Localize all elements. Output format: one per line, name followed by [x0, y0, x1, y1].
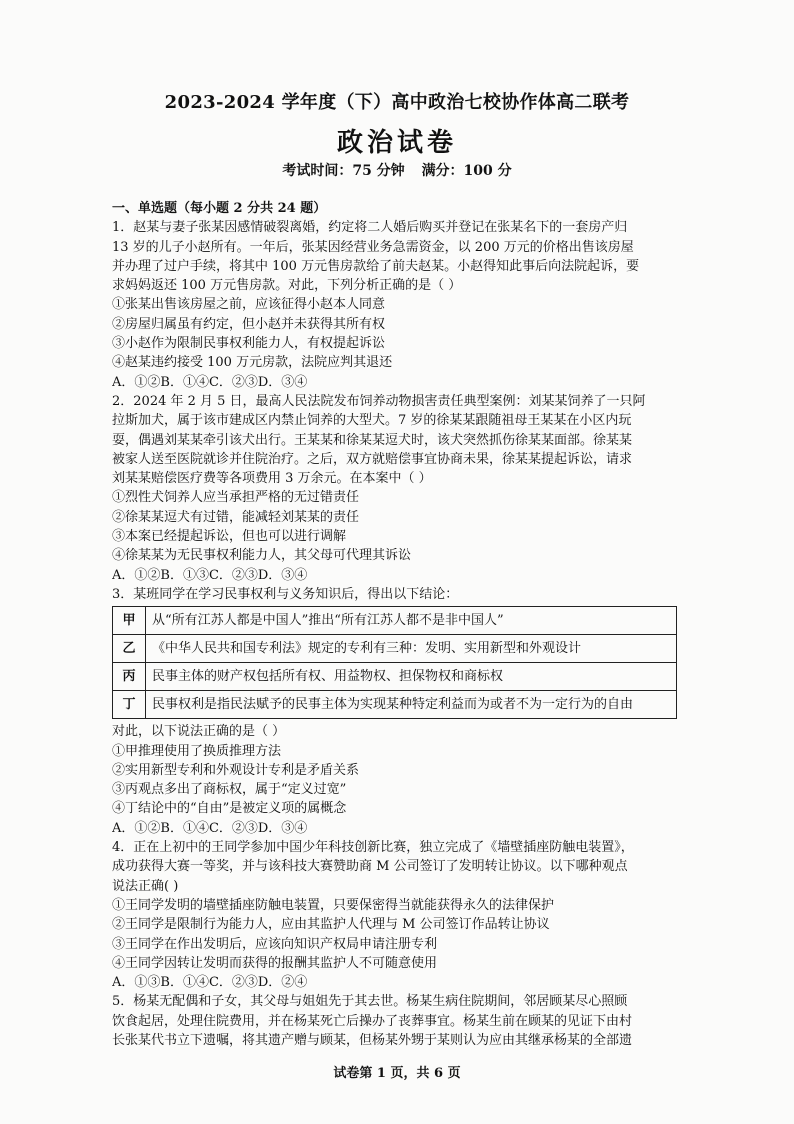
exam-time: 考试时间：75 分钟 — [282, 163, 405, 179]
option-statement: ③小赵作为限制民事权利能力人，有权提起诉讼 — [112, 336, 386, 352]
row-text: 民事权利是指民法赋予的民事主体为实现某种特定利益而为或者不为一定行为的自由 — [146, 691, 677, 719]
option-statement: ③丙观点多出了商标权，属于“定义过宽” — [112, 782, 347, 798]
question-stem-line: 饮食起居，处理住院费用，并在杨某死亡后操办了丧葬事宜。杨某生前在顾某的见证下由村 — [112, 1013, 633, 1029]
table-row — [113, 691, 677, 719]
answer-choices: A．①②B．①④C．②③D．③④ — [112, 374, 308, 390]
row-text: 《中华人民共和国专利法》规定的专利有三种：发明、实用新型和外观设计 — [146, 635, 677, 663]
option-statement: ①烈性犬饲养人应当承担严格的无过错责任 — [112, 490, 360, 506]
question-stem-line: 耍，偶遇刘某某牵引该犬出行。王某某和徐某某逗犬时，该犬突然抓伤徐某某面部。徐某某 — [112, 432, 633, 448]
page-footer: 试卷第 1 页，共 6 页 — [333, 1066, 461, 1081]
option-statement: ④王同学因转让发明而获得的报酬其监护人不可随意使用 — [112, 955, 438, 971]
question-stem-line: 2．2024 年 2 月 5 日，最高人民法院发布饲养动物损害责任典型案例：刘某某饲养了一只阿 — [112, 393, 646, 409]
option-statement: ①王同学发明的墙壁插座防触电装置，只要保密得当就能获得永久的法律保护 — [112, 897, 555, 913]
option-statement: ①张某出售该房屋之前，应该征得小赵本人同意 — [112, 297, 386, 313]
row-text: 从“所有江苏人都是中国人”推出“所有江苏人都不是非中国人” — [146, 607, 677, 635]
option-statement: ②实用新型专利和外观设计专利是矛盾关系 — [112, 762, 360, 778]
option-statement: ②房屋归属虽有约定，但小赵并未获得其所有权 — [112, 316, 386, 332]
option-statement: ④丁结论中的“自由”是被定义项的属概念 — [112, 801, 347, 817]
exam-meta — [0, 160, 794, 180]
option-statement: ②徐某某逗犬有过错，能减轻刘某某的责任 — [112, 509, 360, 525]
question-2 — [112, 392, 677, 585]
question-3 — [112, 585, 677, 838]
table-row — [113, 663, 677, 691]
exam-content — [112, 199, 677, 1050]
row-key: 丙 — [113, 663, 146, 691]
section-title: 一、单选题（每小题 2 分共 24 题） — [112, 201, 327, 216]
question-stem-line: 13 岁的儿子小赵所有。一年后，张某因经营业务急需资金，以 200 万元的价格出售该房屋 — [112, 239, 634, 255]
question-stem-line: 求妈妈返还 100 万元售房款。对此，下列分析正确的是（ ） — [112, 278, 462, 294]
answer-choices: A．①②B．①③C．②③D．③④ — [112, 567, 308, 583]
question-stem-line: 刘某某赔偿医疗费等各项费用 3 万余元。在本案中（ ） — [112, 471, 432, 487]
conclusions-table — [112, 606, 677, 719]
option-statement: ②王同学是限制行为能力人，应由其监护人代理与 M 公司签订作品转让协议 — [112, 917, 550, 933]
question-stem-line: 成功获得大赛一等奖，并与该科技大赛赞助商 M 公司签订了发明转让协议。以下哪种观点 — [112, 859, 628, 875]
row-key: 丁 — [113, 691, 146, 719]
question-stem-line: 被家人送至医院就诊并住院治疗。之后，双方就赔偿事宜协商未果，徐某某提起诉讼，请求 — [112, 451, 633, 467]
table-row — [113, 635, 677, 663]
question-5 — [112, 992, 677, 1050]
answer-choices: A．①③B．①④C．②③D．②④ — [112, 975, 308, 991]
option-statement: ④徐某某为无民事权利能力人，其父母可代理其诉讼 — [112, 548, 412, 564]
table-row — [113, 607, 677, 635]
option-statement: ③王同学在作出发明后，应该向知识产权局申请注册专利 — [112, 936, 438, 952]
question-stem-line: 1．赵某与妻子张某因感情破裂离婚，约定将二人婚后购买并登记在张某名下的一套房产归 — [112, 220, 628, 236]
answer-choices: A．①②B．①④C．②③D．③④ — [112, 820, 308, 836]
question-4 — [112, 838, 677, 992]
question-stem-line: 3．某班同学在学习民事权利与义务知识后，得出以下结论： — [112, 586, 459, 602]
question-stem-line: 拉斯加犬，属于该市建成区内禁止饲养的大型犬。7 岁的徐某某跟随祖母王某某在小区内玩 — [112, 413, 632, 429]
question-prompt: 对此，以下说法正确的是（ ） — [112, 724, 286, 740]
question-stem-line: 说法正确( ) — [112, 878, 179, 894]
exam-title: 2023-2024 学年度（下）高中政治七校协作体高二联考 — [164, 92, 630, 113]
row-key: 乙 — [113, 635, 146, 663]
question-1 — [112, 218, 677, 392]
question-stem-line: 长张某代书立下遗嘱，将其遗产赠与顾某，但杨某外甥于某则认为应由其继承杨某的全部遗 — [112, 1032, 633, 1048]
question-stem-line: 4．正在上初中的王同学参加中国少年科技创新比赛，独立完成了《墙壁插座防触电装置》， — [112, 840, 634, 856]
option-statement: ④赵某违约接受 100 万元房款，法院应判其退还 — [112, 355, 393, 371]
question-stem-line: 并办理了过户手续，将其中 100 万元售房款给了前夫赵某。小赵得知此事后向法院起诉，要 — [112, 258, 640, 274]
question-stem-line: 5．杨某无配偶和子女，其父母与姐姐先于其去世。杨某生病住院期间，邻居顾某尽心照顾 — [112, 994, 628, 1010]
option-statement: ①甲推理使用了换质推理方法 — [112, 743, 282, 759]
row-key: 甲 — [113, 607, 146, 635]
full-score: 满分：100 分 — [421, 163, 512, 179]
exam-subject-title: 政治试卷 — [336, 128, 457, 158]
row-text: 民事主体的财产权包括所有权、用益物权、担保物权和商标权 — [146, 663, 677, 691]
option-statement: ③本案已经提起诉讼，但也可以进行调解 — [112, 529, 347, 545]
